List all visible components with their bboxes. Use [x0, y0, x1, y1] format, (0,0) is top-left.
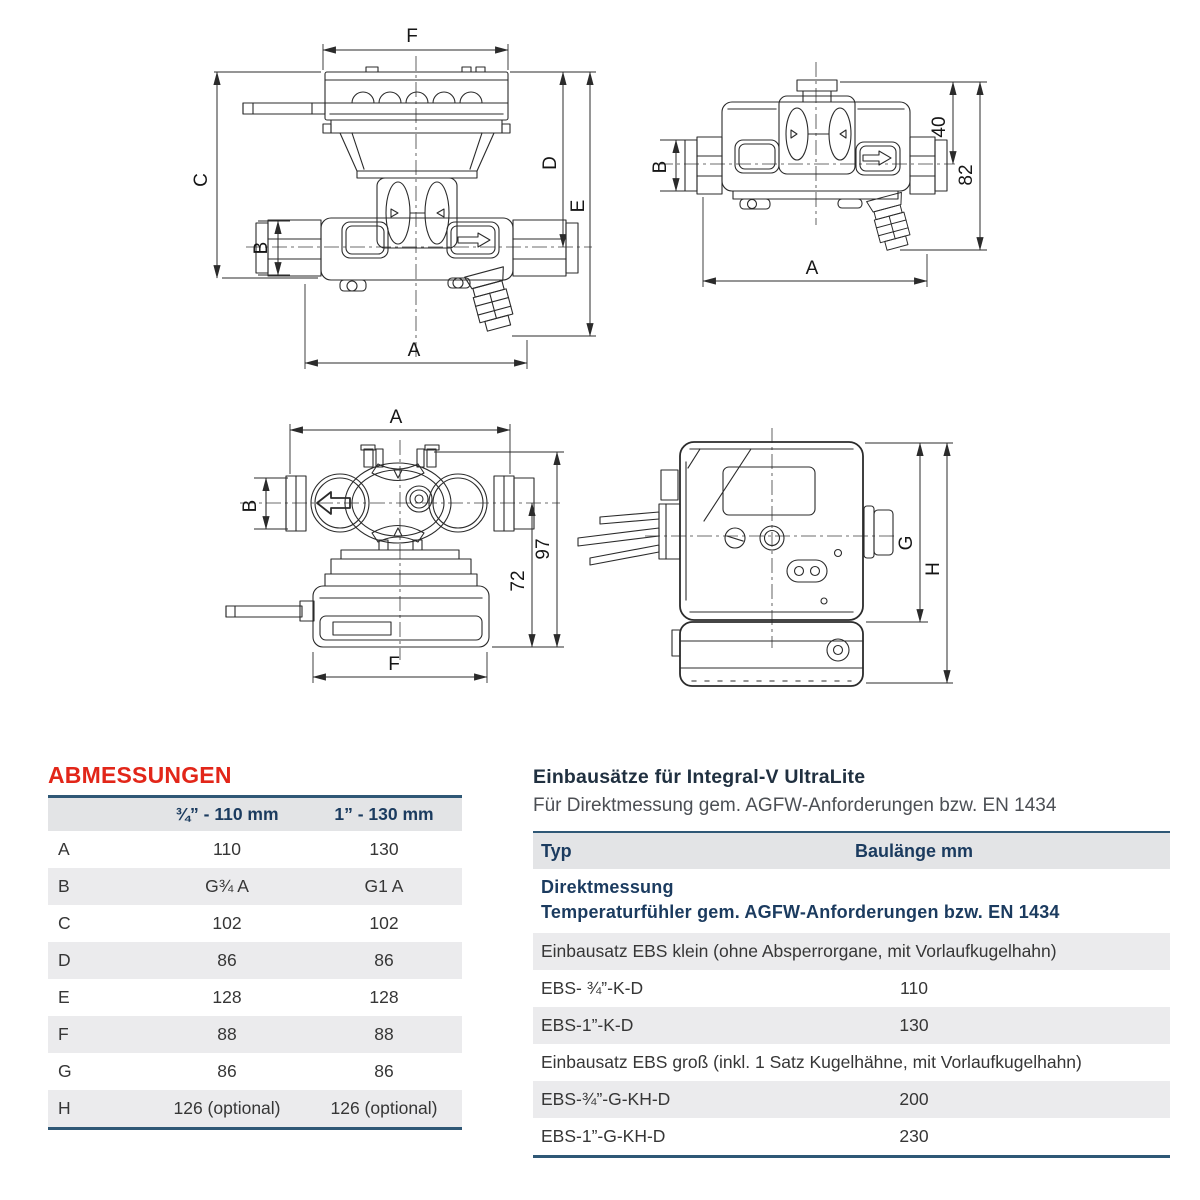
dim-label-b3: B [240, 499, 261, 513]
dim-value-1: 88 [217, 1024, 237, 1044]
table-row [533, 970, 1170, 1007]
mounting-kits-title: Einbausätze für Integral-V UltraLite [533, 766, 866, 788]
kit-length: 230 [899, 1126, 929, 1146]
kit-typ: EBS-1”-K-D [541, 1015, 634, 1035]
group-line-2: Temperaturfühler gem. AGFW-Anforderungen bzw. EN 1434 [541, 902, 1060, 922]
dim-value-2: G1 A [364, 876, 404, 896]
table-row [533, 933, 1170, 970]
dim-label-a: A [407, 340, 421, 361]
dim-label-c: C [191, 173, 212, 187]
kit-typ: EBS-1”-G-KH-D [541, 1126, 666, 1146]
dimensions-section [48, 762, 462, 1130]
dim-value-1: 86 [217, 950, 237, 970]
kit-typ: EBS-¾”-G-KH-D [541, 1089, 671, 1109]
dim-letter: A [58, 839, 70, 859]
table-row [533, 1044, 1170, 1081]
dim-letter: C [58, 913, 71, 933]
dimensions-title: ABMESSUNGEN [48, 762, 232, 788]
kit-typ: EBS- ¾”-K-D [541, 978, 644, 998]
dim-value-2: 102 [369, 913, 399, 933]
group-line-1: Direktmessung [541, 877, 674, 897]
kit-typ: Einbausatz EBS klein (ohne Absperrorgane, mit Vorlaufkugelhahn) [541, 941, 1057, 961]
drawing-side-view [191, 26, 596, 369]
dim-value-1: 128 [212, 987, 242, 1007]
dim-label-h: H [923, 562, 944, 576]
dimensions-table [48, 795, 462, 1130]
table-row [533, 1007, 1170, 1044]
dim-label-f3: F [388, 654, 400, 675]
dim-label-f: F [406, 26, 418, 47]
dim-letter: G [58, 1061, 72, 1081]
table-row [48, 831, 462, 868]
dim-label-b2: B [650, 160, 671, 174]
dim-value-1: G¾ A [205, 876, 249, 896]
dim-value-1: 102 [212, 913, 242, 933]
drawing-top-view [226, 407, 564, 683]
dim-value-2: 128 [369, 987, 399, 1007]
dim-letter: F [58, 1024, 69, 1044]
dim-value-1: 110 [213, 839, 241, 859]
dim-value-1: 86 [217, 1061, 237, 1081]
table-row [533, 1118, 1170, 1155]
mounting-kits-table [533, 831, 1170, 1158]
header-col-34inch: ¾” - 110 mm [175, 804, 279, 824]
dim-label-e: E [568, 199, 589, 213]
drawing-front-view [650, 62, 987, 287]
dim-label-82: 82 [956, 164, 977, 186]
dim-letter: D [58, 950, 71, 970]
table-row [48, 905, 462, 942]
dim-label-b: B [251, 241, 272, 255]
kit-length: 200 [899, 1089, 929, 1109]
mounting-kits-subtitle: Für Direktmessung gem. AGFW-Anforderungen bzw. EN 1434 [533, 795, 1057, 816]
dim-letter: H [58, 1098, 71, 1118]
dimensions-table-header [48, 798, 462, 831]
kits-table-header [533, 833, 1170, 869]
header-baulaenge: Baulänge mm [854, 840, 974, 861]
dim-label-72: 72 [508, 570, 529, 592]
group-header-direktmessung [533, 869, 1170, 933]
kit-typ: Einbausatz EBS groß (inkl. 1 Satz Kugelhähne, mit Vorlaufkugelhahn) [541, 1052, 1082, 1072]
kit-length: 130 [899, 1015, 929, 1035]
dim-value-2: 130 [369, 839, 399, 859]
dim-label-97: 97 [533, 538, 554, 560]
dim-letter: B [58, 876, 70, 896]
mounting-kits-section [533, 766, 1170, 1158]
dim-letter: E [58, 987, 70, 1007]
table-row [48, 1053, 462, 1090]
table-row [48, 979, 462, 1016]
dim-label-a2: A [805, 258, 819, 279]
kit-length: 110 [900, 978, 928, 998]
dim-label-g: G [896, 535, 917, 551]
dim-value-2: 86 [374, 1061, 394, 1081]
dim-label-a3: A [389, 407, 403, 428]
dim-value-1: 126 (optional) [173, 1098, 281, 1118]
dim-value-2: 126 (optional) [330, 1098, 438, 1118]
table-row [533, 1081, 1170, 1118]
dim-label-40: 40 [929, 116, 950, 138]
drawing-calculator-view [578, 428, 953, 686]
dim-value-2: 86 [374, 950, 394, 970]
header-typ: Typ [541, 840, 572, 861]
table-row [48, 942, 462, 979]
table-row [48, 1090, 462, 1127]
header-col-1inch: 1” - 130 mm [334, 804, 434, 824]
table-row [48, 1016, 462, 1053]
table-row [48, 868, 462, 905]
dim-value-2: 88 [374, 1024, 394, 1044]
dim-label-d: D [540, 156, 561, 170]
